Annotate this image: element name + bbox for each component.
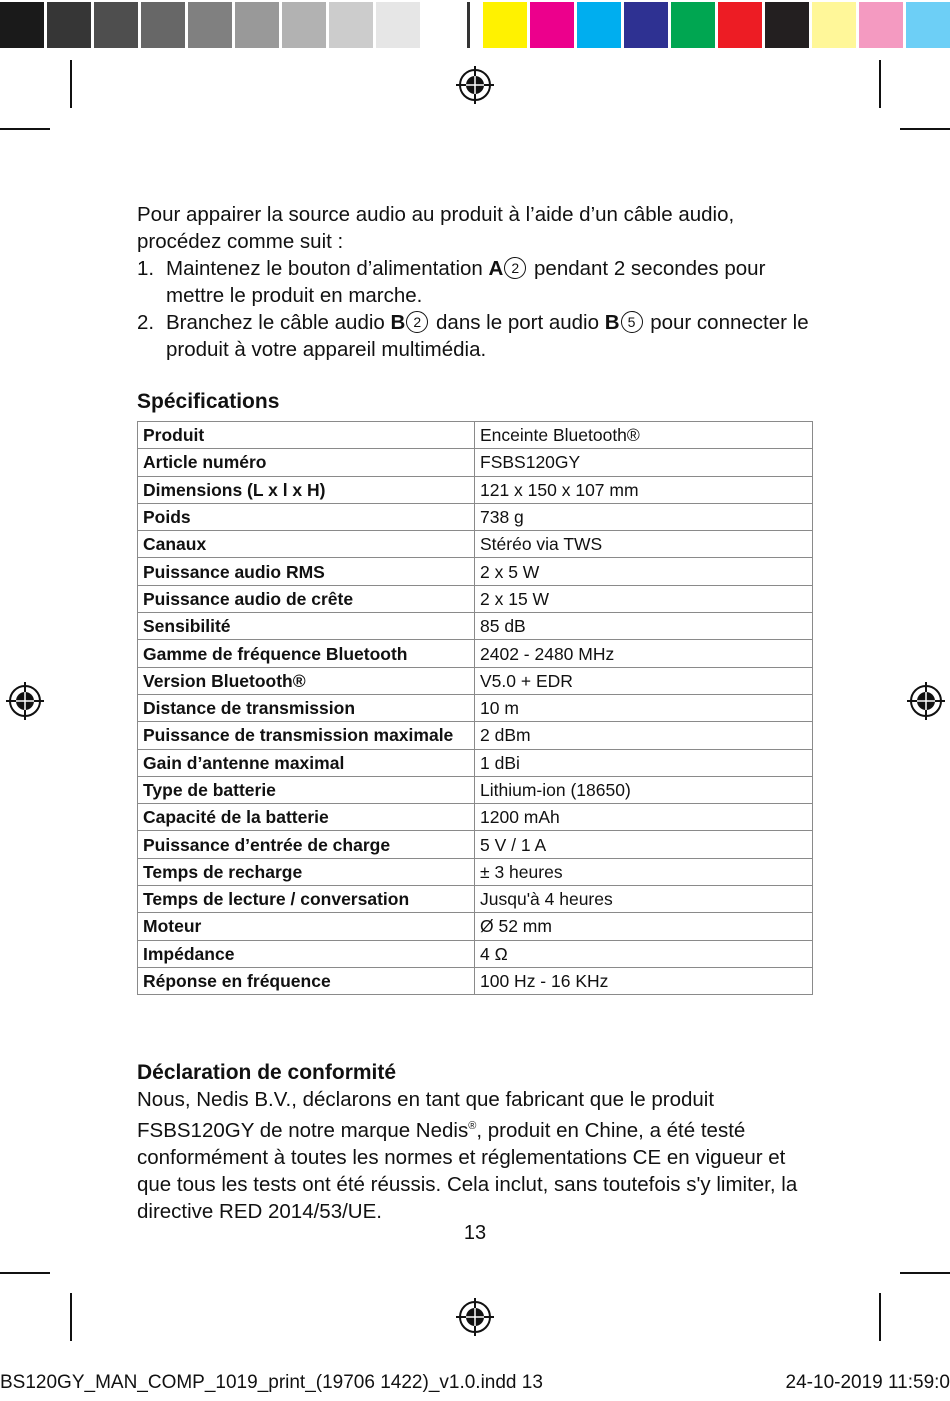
- spec-label: Capacité de la batterie: [138, 804, 475, 831]
- table-row: [138, 804, 813, 831]
- crop-mark: [70, 1293, 72, 1341]
- table-row: [138, 476, 813, 503]
- spec-value: 85 dB: [475, 613, 813, 640]
- color-swatch: [624, 2, 668, 48]
- conformity-title: Déclaration de conformité: [137, 1061, 397, 1084]
- spec-value: 1200 mAh: [475, 804, 813, 831]
- spec-label: Moteur: [138, 913, 475, 940]
- spec-value: V5.0 + EDR: [475, 667, 813, 694]
- circled-number: 5: [621, 311, 643, 333]
- color-swatch: [906, 2, 950, 48]
- step-text: pendant 2 secondes pour mettre le produit en marche.: [166, 257, 766, 307]
- table-row: [138, 913, 813, 940]
- spec-value: Lithium-ion (18650): [475, 776, 813, 803]
- step-number: 2.: [137, 311, 155, 334]
- table-row: [138, 558, 813, 585]
- spec-label: Réponse en fréquence: [138, 967, 475, 994]
- registration-mark-icon: [5, 681, 45, 721]
- spec-value: 738 g: [475, 503, 813, 530]
- color-swatch: [718, 2, 762, 48]
- part-ref: B: [390, 311, 406, 334]
- crop-mark: [900, 128, 950, 130]
- step-text: pour connecter le produit à votre appareil multimédia.: [166, 311, 809, 361]
- color-swatch: [812, 2, 856, 48]
- part-ref: A: [488, 257, 504, 280]
- specs-table: [137, 421, 813, 995]
- crop-mark: [70, 60, 72, 108]
- spec-value: FSBS120GY: [475, 449, 813, 476]
- crop-mark: [879, 60, 881, 108]
- step-text: Branchez le câble audio: [166, 311, 391, 334]
- grayscale-color-bar: [0, 2, 470, 48]
- spec-label: Puissance d’entrée de charge: [138, 831, 475, 858]
- color-swatch: [530, 2, 574, 48]
- process-color-bar: [483, 2, 950, 48]
- table-row: [138, 776, 813, 803]
- color-swatch: [859, 2, 903, 48]
- table-row: [138, 886, 813, 913]
- step-number: 1.: [137, 257, 155, 280]
- step-text: dans le port audio: [430, 311, 605, 334]
- spec-label: Distance de transmission: [138, 694, 475, 721]
- color-swatch: [0, 2, 44, 48]
- table-row: [138, 967, 813, 994]
- spec-value: 2 x 5 W: [475, 558, 813, 585]
- table-row: [138, 422, 813, 449]
- spec-value: 5 V / 1 A: [475, 831, 813, 858]
- conformity-text: , produit en Chine, a été testé conformément à toutes les normes et réglementations CE en vigueur et que tous les tests ont été réussis. Cela inclut, sans toutefois s'y limiter, la directive RED 2014/53/UE.: [137, 1118, 798, 1223]
- spec-label: Type de batterie: [138, 776, 475, 803]
- conformity-section: [137, 1059, 813, 1225]
- spec-label: Gain d’antenne maximal: [138, 749, 475, 776]
- spec-label: Sensibilité: [138, 613, 475, 640]
- step-text: Maintenez le bouton d’alimentation: [166, 257, 489, 280]
- color-swatch: [282, 2, 326, 48]
- table-row: [138, 831, 813, 858]
- crop-mark: [879, 1293, 881, 1341]
- spec-value: 100 Hz - 16 KHz: [475, 967, 813, 994]
- color-swatch: [235, 2, 279, 48]
- footer-filename: BS120GY_MAN_COMP_1019_print_(19706 1422)_v1.0.indd 13: [0, 1372, 543, 1393]
- color-swatch: [671, 2, 715, 48]
- table-row: [138, 667, 813, 694]
- spec-label: Puissance de transmission maximale: [138, 722, 475, 749]
- circled-number: 2: [406, 311, 428, 333]
- color-swatch: [765, 2, 809, 48]
- spec-value: 10 m: [475, 694, 813, 721]
- steps-list: [137, 255, 813, 363]
- spec-label: Version Bluetooth®: [138, 667, 475, 694]
- intro-paragraph: Pour appairer la source audio au produit à l’aide d’un câble audio, procédez comme suit :: [137, 203, 735, 253]
- spec-label: Poids: [138, 503, 475, 530]
- part-ref: B: [604, 311, 620, 334]
- spec-label: Canaux: [138, 531, 475, 558]
- spec-value: 4 Ω: [475, 940, 813, 967]
- color-swatch: [188, 2, 232, 48]
- step-item: [137, 309, 813, 363]
- color-swatch: [47, 2, 91, 48]
- crop-mark: [0, 1272, 50, 1274]
- circled-number: 2: [504, 257, 526, 279]
- spec-label: Gamme de fréquence Bluetooth: [138, 640, 475, 667]
- registration-mark-icon: [455, 65, 495, 105]
- spec-value: 2 x 15 W: [475, 585, 813, 612]
- registered-mark: ®: [468, 1120, 477, 1132]
- spec-value: 121 x 150 x 107 mm: [475, 476, 813, 503]
- spec-value: Jusqu'à 4 heures: [475, 886, 813, 913]
- spec-label: Produit: [138, 422, 475, 449]
- spec-value: Ø 52 mm: [475, 913, 813, 940]
- color-swatch: [329, 2, 373, 48]
- table-row: [138, 503, 813, 530]
- conformity-paragraph: [137, 1086, 813, 1225]
- color-swatch: [483, 2, 527, 48]
- registration-mark-icon: [455, 1297, 495, 1337]
- table-row: [138, 722, 813, 749]
- color-swatch: [141, 2, 185, 48]
- table-row: [138, 531, 813, 558]
- color-swatch: [94, 2, 138, 48]
- spec-value: 1 dBi: [475, 749, 813, 776]
- color-swatch: [423, 2, 467, 48]
- spec-label: Dimensions (L x l x H): [138, 476, 475, 503]
- spec-value: ± 3 heures: [475, 858, 813, 885]
- footer-datetime: 24-10-2019 11:59:0: [785, 1372, 950, 1393]
- color-swatch: [577, 2, 621, 48]
- registration-mark-icon: [906, 681, 946, 721]
- spec-value: 2 dBm: [475, 722, 813, 749]
- table-row: [138, 940, 813, 967]
- specs-title: Spécifications: [137, 390, 280, 413]
- spec-label: Puissance audio de crête: [138, 585, 475, 612]
- table-row: [138, 749, 813, 776]
- spec-label: Impédance: [138, 940, 475, 967]
- table-row: [138, 585, 813, 612]
- conformity-text: Nous, Nedis B.V., déclarons en tant que fabricant que le produit FSBS120GY de notre marque Nedis: [137, 1088, 715, 1142]
- spec-label: Article numéro: [138, 449, 475, 476]
- intro-section: [137, 201, 813, 363]
- step-item: [137, 255, 813, 309]
- specs-section: [137, 388, 813, 995]
- table-row: [138, 858, 813, 885]
- table-row: [138, 640, 813, 667]
- color-swatch: [376, 2, 420, 48]
- table-row: [138, 449, 813, 476]
- table-row: [138, 694, 813, 721]
- spec-value: Enceinte Bluetooth®: [475, 422, 813, 449]
- spec-label: Puissance audio RMS: [138, 558, 475, 585]
- spec-value: 2402 - 2480 MHz: [475, 640, 813, 667]
- spec-label: Temps de lecture / conversation: [138, 886, 475, 913]
- spec-label: Temps de recharge: [138, 858, 475, 885]
- page-number: 13: [463, 1222, 487, 1244]
- crop-mark: [0, 128, 50, 130]
- table-row: [138, 613, 813, 640]
- spec-value: Stéréo via TWS: [475, 531, 813, 558]
- crop-mark: [900, 1272, 950, 1274]
